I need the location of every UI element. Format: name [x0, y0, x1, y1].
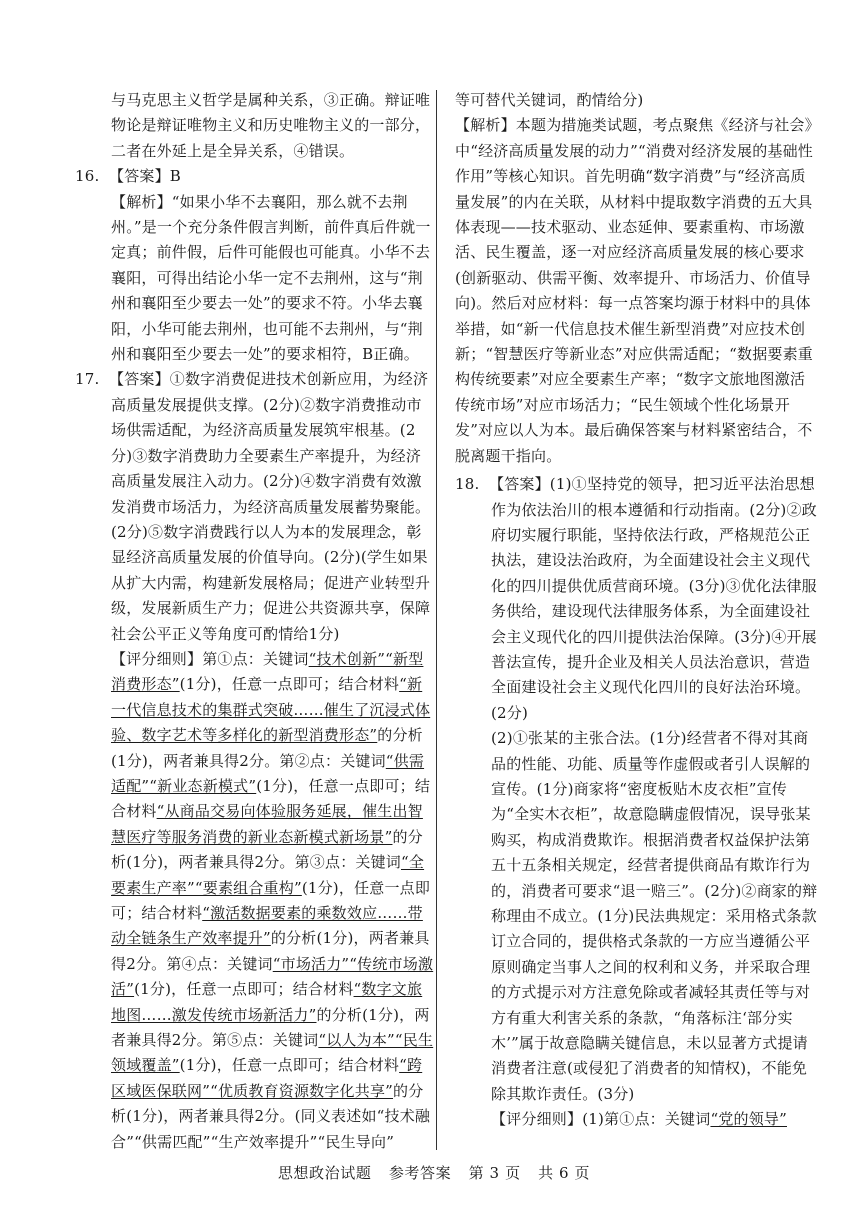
keyword-underlined: “从商品交易向体验服务延展，催生出智慧医疗等服务消费的新业态新模式新场景”: [111, 802, 423, 846]
q17-answer: 【答案】①数字消费促进技术创新应用，为经济高质量发展提供支撑。(2分)②数字消费推动市场供需适配，为经济高质量发展筑牢根基。(2分)③数字消费助力全要素生产率提升，为经济高质量发展注入动力。(2分)④数字消费有效激发消费市场活力，为经济高质量发展蓄势聚能。(2分)⑤数字消费践行以人为本的发展理念，彰显经济高质量发展的价值导向。(2分)(学生如果从扩大内需，构建新发展格局；促进产业转型升级，发展新质生产力；促进公共资源共享，保障社会公平正义等角度可酌情给1分): [109, 370, 431, 643]
detail-text: 【评分细则】第①点：关键词: [111, 649, 309, 668]
q17-scoring-detail: [111, 647, 435, 1155]
right-column: [455, 88, 820, 1133]
question-number: 17.: [75, 370, 100, 389]
column-divider: [436, 90, 437, 1150]
keyword-underlined: “市场活力”“传统市场激活”: [111, 954, 434, 999]
keyword-underlined: “数字文旅地图……激发传统市场新活力”: [111, 980, 423, 1024]
q17-analysis: 【解析】本题为措施类试题，考点聚焦《经济与社会》中“经济高质量发展的动力”“消费对经济发展的基础性作用”等核心知识。首先明确“数字消费”与“经济高质量发展”的内在关联，从材料中提取数字消费的五大具体表现——技术驱动、业态延伸、要素重构、市场激活、民生覆盖，逐一对应经济高质量发展的核心要求(创新驱动、供需平衡、效率提升、市场活力、价值导向)。然后对应材料：每一点答案均源于材料中的具体举措，如“新一代信息技术催生新型消费”对应技术创新；“智慧医疗等新业态”对应供需适配；“数据要素重构传统要素”对应全要素生产率；“数字文旅地图激活传统市场”对应市场活力；“民生领域个性化场景开发”对应以人为本。最后确保答案与材料紧密结合，不脱离题干指向。: [455, 116, 820, 465]
question-number: 18.: [455, 475, 480, 494]
detail-text: (1分)，任意一点即可；结合材料: [179, 675, 400, 694]
q18-scoring-detail: [491, 1107, 820, 1132]
detail-text: 的分析(1分)，两者兼具得2分。第④点：关键词: [111, 929, 430, 973]
detail-prefix: 【评分细则】(1)第①点：关键词: [491, 1110, 711, 1129]
keyword-underlined: “党的领导”: [710, 1110, 787, 1129]
keyword-underlined: “新一代信息技术的集群式突破……催生了沉浸式体验、数字艺术等多样化的新型消费形态”: [111, 675, 431, 745]
keyword-underlined: “以人为本”“民生领域覆盖”: [111, 1031, 434, 1075]
question-18: [455, 472, 820, 1133]
footer-page: 第 3 页: [468, 1164, 521, 1182]
page-footer: [0, 1162, 868, 1183]
detail-text: 的分析(1分)，两者兼具得2分。(同义表述如“技术融合”“供需匹配”“生产效率提升”“民生导向”: [111, 1081, 431, 1151]
q17-continuation: 等可替代关键词，酌情给分): [455, 91, 644, 109]
detail-text: 的分析(1分)，两者兼具得2分。第③点：关键词: [111, 827, 423, 872]
question-number: 16.: [75, 167, 100, 186]
question-16: [75, 164, 435, 367]
keyword-underlined: “全要素生产率”“要素组合重构”: [111, 853, 425, 897]
footer-subject: 思想政治试题: [277, 1164, 372, 1182]
detail-text: 的分析(1分)，两者兼具得2分。第⑤点：关键词: [111, 1005, 430, 1050]
keyword-underlined: “供需适配”“新业态新模式”: [111, 751, 425, 795]
question-17: [75, 367, 435, 1155]
q18-answer-part2: (2)①张某的主张合法。(1分)经营者不得对其商品的性能、功能、质量等作虚假或者引人误解的宣传。(1分)商家将“密度板贴木皮衣柜”宣传为“全实木衣柜”，故意隐瞒虚假情况，误导张某购买，构成消费欺诈。根据消费者权益保护法第五十五条相关规定，经营者提供商品有欺诈行为的，消费者可要求“退一赔三”。(2分)②商家的辩称理由不成立。(1分)民法典规定：采用格式条款订立合同的，提供格式条款的一方应当遵循公平原则确定当事人之间的权利和义务，并采取合理的方式提示对方注意免除或者减轻其责任等与对方有重大利害关系的条款，“角落标注‘部分实木’”属于故意隐瞒关键信息，未以显著方式提请消费者注意(或侵犯了消费者的知情权)，不能免除其欺诈责任。(3分): [491, 729, 818, 1103]
left-column: [75, 88, 435, 1155]
q18-answer-part1: 【答案】(1)①坚持党的领导，把习近平法治思想作为依法治川的根本遵循和行动指南。(2分)②政府切实履行职能，坚持依法行政，严格规范公正执法，建设法治政府，为全面建设社会主义现代化的四川提供优质营商环境。(3分)③优化法律服务供给，建设现代法律服务体系，为全面建设社会主义现代化的四川提供法治保障。(3分)④开展普法宣传，提升企业及相关人员法治意识，营造全面建设社会主义现代化四川的良好法治环境。(2分): [489, 475, 817, 722]
keyword-underlined: “跨区域医保联网”“优质教育资源数字化共享”: [111, 1056, 423, 1100]
q16-analysis: 【解析】“如果小华不去襄阳，那么就不去荆州。”是一个充分条件假言判断，前件真后件就一定真；前件假，后件可能假也可能真。小华不去襄阳，可得出结论小华一定不去荆州，这与“荆州和襄阳至少要去一处”的要求不符。小华去襄阳，小华可能去荆州，也可能不去荆州，与“荆州和襄阳至少要去一处”的要求相符，B正确。: [111, 192, 431, 364]
detail-text: (1分)，任意一点即可；结合材料: [111, 776, 431, 821]
keyword-underlined: “技术创新”“新型消费形态”: [111, 649, 424, 694]
detail-text: 的分析(1分)，两者兼具得2分。第②点：关键词: [111, 726, 423, 770]
footer-total: 共 6 页: [538, 1164, 591, 1182]
detail-text: (1分)，任意一点即可；结合材料: [179, 1056, 400, 1075]
keyword-underlined: “激活数据要素的乘数效应……带动全链条生产效率提升”: [111, 904, 423, 948]
footer-kind: 参考答案: [388, 1164, 452, 1182]
detail-text: (1分)，任意一点即可；结合材料: [134, 980, 354, 999]
q16-answer: 【答案】B: [109, 167, 182, 186]
detail-text: (1分)，任意一点即可；结合材料: [111, 878, 431, 922]
q15-continuation: 与马克思主义哲学是属种关系，③正确。辩证唯物论是辩证唯物主义和历史唯物主义的一部分，二者在外延上是全异关系，④错误。: [111, 91, 431, 160]
